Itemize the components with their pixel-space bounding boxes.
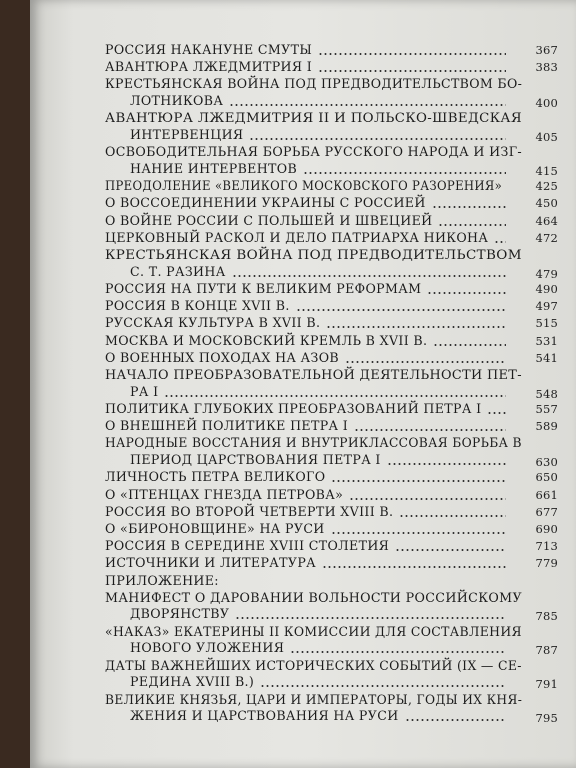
toc-entry-title: ОСВОБОДИТЕЛЬНАЯ БОРЬБА РУССКОГО НАРОДА И ИЗГ- <box>105 144 523 160</box>
toc-page-number: 630 <box>535 455 558 470</box>
dot-leader <box>438 224 506 226</box>
toc-entry-title-continued: НАНИЕ ИНТЕРВЕНТОВ <box>130 161 298 177</box>
toc-page-number: 690 <box>535 521 558 536</box>
dot-leader <box>405 719 506 721</box>
toc-entry-title: МАНИФЕСТ О ДАРОВАНИИ ВОЛЬНОСТИ РОССИЙСКОМУ <box>105 589 522 605</box>
dot-leader <box>318 53 506 55</box>
toc-page-number: 425 <box>535 179 558 194</box>
toc-page-number: 589 <box>535 419 558 434</box>
toc-page-number: 415 <box>535 164 558 179</box>
toc-entry-title: НАРОДНЫЕ ВОССТАНИЯ И ВНУТРИКЛАССОВАЯ БОРЬБА В <box>105 435 522 451</box>
toc-page-number: 785 <box>535 609 558 624</box>
toc-entry-title: АВАНТЮРА ЛЖЕДМИТРИЯ I <box>105 59 313 75</box>
toc-entry-title: ПРЕОДОЛЕНИЕ «ВЕЛИКОГО МОСКОВСКОГО РАЗОРЕНИЯ» <box>105 178 503 194</box>
toc-entry-title: РОССИЯ В СЕРЕДИНЕ XVIII СТОЛЕТИЯ <box>105 538 390 554</box>
toc-entry-title: КРЕСТЬЯНСКАЯ ВОЙНА ПОД ПРЕДВОДИТЕЛЬСТВОМ <box>105 247 522 263</box>
toc-page-number: 479 <box>535 266 558 281</box>
toc-entry-title: О ВНЕШНЕЙ ПОЛИТИКЕ ПЕТРА I <box>105 418 349 434</box>
dot-leader <box>349 498 506 500</box>
toc-page-number: 677 <box>535 504 558 519</box>
toc-page-number: 400 <box>535 96 558 111</box>
toc-entry-title: КРЕСТЬЯНСКАЯ ВОЙНА ПОД ПРЕДВОДИТЕЛЬСТВОМ БО- <box>105 76 523 92</box>
dot-leader <box>433 344 506 346</box>
toc-entry-title: О ВОССОЕДИНЕНИИ УКРАИНЫ С РОССИЕЙ <box>105 195 426 211</box>
dot-leader <box>395 549 506 551</box>
toc-page-number: 787 <box>535 643 558 658</box>
dot-leader <box>345 361 506 363</box>
dot-leader <box>331 532 506 534</box>
toc-entry-title-continued: ДВОРЯНСТВУ <box>130 606 230 622</box>
dot-leader <box>232 275 506 277</box>
dot-leader <box>432 206 506 208</box>
toc-entry-title: ПОЛИТИКА ГЛУБОКИХ ПРЕОБРАЗОВАНИЙ ПЕТРА I <box>105 400 482 416</box>
dot-leader <box>354 429 506 431</box>
toc-page-number: 791 <box>535 677 558 692</box>
toc-entry-title: О «ПТЕНЦАХ ГНЕЗДА ПЕТРОВА» <box>105 486 344 502</box>
book-page <box>30 0 576 768</box>
toc-entry-title-continued: С. Т. РАЗИНА <box>130 263 226 279</box>
toc-entry-title: ЛИЧНОСТЬ ПЕТРА ВЕЛИКОГО <box>105 469 326 485</box>
toc-page-number: 548 <box>535 386 558 401</box>
toc-entry-title: ЦЕРКОВНЫЙ РАСКОЛ И ДЕЛО ПАТРИАРХА НИКОНА <box>105 229 489 245</box>
dot-leader <box>322 566 506 568</box>
toc-page-number: 541 <box>535 350 558 365</box>
toc-page-number: 464 <box>535 213 558 228</box>
toc-entry-title: О «БИРОНОВЩИНЕ» НА РУСИ <box>105 520 325 536</box>
toc-entry-title: РУССКАЯ КУЛЬТУРА В XVII В. <box>105 315 321 331</box>
dot-leader <box>399 515 506 517</box>
toc-page-number: 515 <box>535 316 558 331</box>
dot-leader <box>164 395 506 397</box>
toc-entry-title-continued: ЖЕНИЯ И ЦАРСТВОВАНИЯ НА РУСИ <box>130 708 399 724</box>
dot-leader <box>249 138 506 140</box>
dot-leader <box>331 480 506 482</box>
toc-page-number: 367 <box>535 43 558 57</box>
toc-page-number: 472 <box>535 230 558 245</box>
toc-page-number: 531 <box>535 333 558 348</box>
toc-page-number: 795 <box>535 711 558 726</box>
toc-page-number: 557 <box>535 401 558 416</box>
toc-entry-title: МОСКВА И МОСКОВСКИЙ КРЕМЛЬ В XVII В. <box>105 332 428 348</box>
toc-page-number: 383 <box>535 60 558 75</box>
toc-page-number: 497 <box>535 299 558 314</box>
toc-entry-title: РОССИЯ В КОНЦЕ XVII В. <box>105 298 290 314</box>
toc-page-number: 661 <box>535 487 558 502</box>
dot-leader <box>303 172 506 174</box>
toc-entry-title-continued: ЛОТНИКОВА <box>130 93 224 109</box>
toc-entry-title-continued: НОВОГО УЛОЖЕНИЯ <box>130 640 285 656</box>
toc-page-number: 650 <box>535 470 558 485</box>
dot-leader <box>427 292 506 294</box>
toc-entry-title: О ВОЕННЫХ ПОХОДАХ НА АЗОВ <box>105 349 340 365</box>
toc-entry-title: РОССИЯ НАКАНУНЕ СМУТЫ <box>105 42 313 57</box>
toc-page-number: 779 <box>535 556 558 571</box>
dot-leader <box>487 412 506 414</box>
dot-leader <box>229 104 506 106</box>
toc-entry-title: РОССИЯ НА ПУТИ К ВЕЛИКИМ РЕФОРМАМ <box>105 281 422 296</box>
toc-entry-title-continued: РЕДИНА XVIII В.) <box>130 674 255 690</box>
dot-leader <box>290 651 506 653</box>
dot-leader <box>326 326 506 328</box>
toc-entry-title: АВАНТЮРА ЛЖЕДМИТРИЯ II И ПОЛЬСКО-ШВЕДСКАЯ <box>105 110 522 126</box>
toc-page-number: 713 <box>535 539 558 554</box>
toc-entry-title: НАЧАЛО ПРЕОБРАЗОВАТЕЛЬНОЙ ДЕЯТЕЛЬНОСТИ ПЕТ- <box>105 367 522 382</box>
toc-entry-title-continued: ИНТЕРВЕНЦИЯ <box>130 127 244 143</box>
toc-entry-title-continued: РА I <box>130 383 159 399</box>
toc-entry-title: ПРИЛОЖЕНИЕ: <box>105 572 219 588</box>
dot-leader <box>387 463 506 465</box>
toc-entry-title-continued: ПЕРИОД ЦАРСТВОВАНИЯ ПЕТРА I <box>130 452 381 468</box>
toc-entry-title: ВЕЛИКИЕ КНЯЗЬЯ, ЦАРИ И ИМПЕРАТОРЫ, ГОДЫ ИХ КНЯ- <box>105 691 523 707</box>
dot-leader <box>494 241 506 243</box>
dot-leader <box>318 70 506 72</box>
dot-leader <box>235 617 506 619</box>
toc-entry-title: ДАТЫ ВАЖНЕЙШИХ ИСТОРИЧЕСКИХ СОБЫТИЙ (IX — СЕ- <box>105 657 522 673</box>
toc-entry-title: О ВОЙНЕ РОССИИ С ПОЛЬШЕЙ И ШВЕЦИЕЙ <box>105 212 433 228</box>
dot-leader <box>260 685 506 687</box>
toc-page-number: 490 <box>535 282 558 296</box>
dot-leader <box>296 309 506 311</box>
toc-page-number: 405 <box>535 130 558 145</box>
toc-entry-title: РОССИЯ ВО ВТОРОЙ ЧЕТВЕРТИ XVIII В. <box>105 503 394 519</box>
toc-entry-title: ИСТОЧНИКИ И ЛИТЕРАТУРА <box>105 555 317 571</box>
toc-page-number: 450 <box>535 196 558 211</box>
toc-entry-title: «НАКАЗ» ЕКАТЕРИНЫ II КОМИССИИ ДЛЯ СОСТАВЛЕНИЯ <box>105 623 522 639</box>
